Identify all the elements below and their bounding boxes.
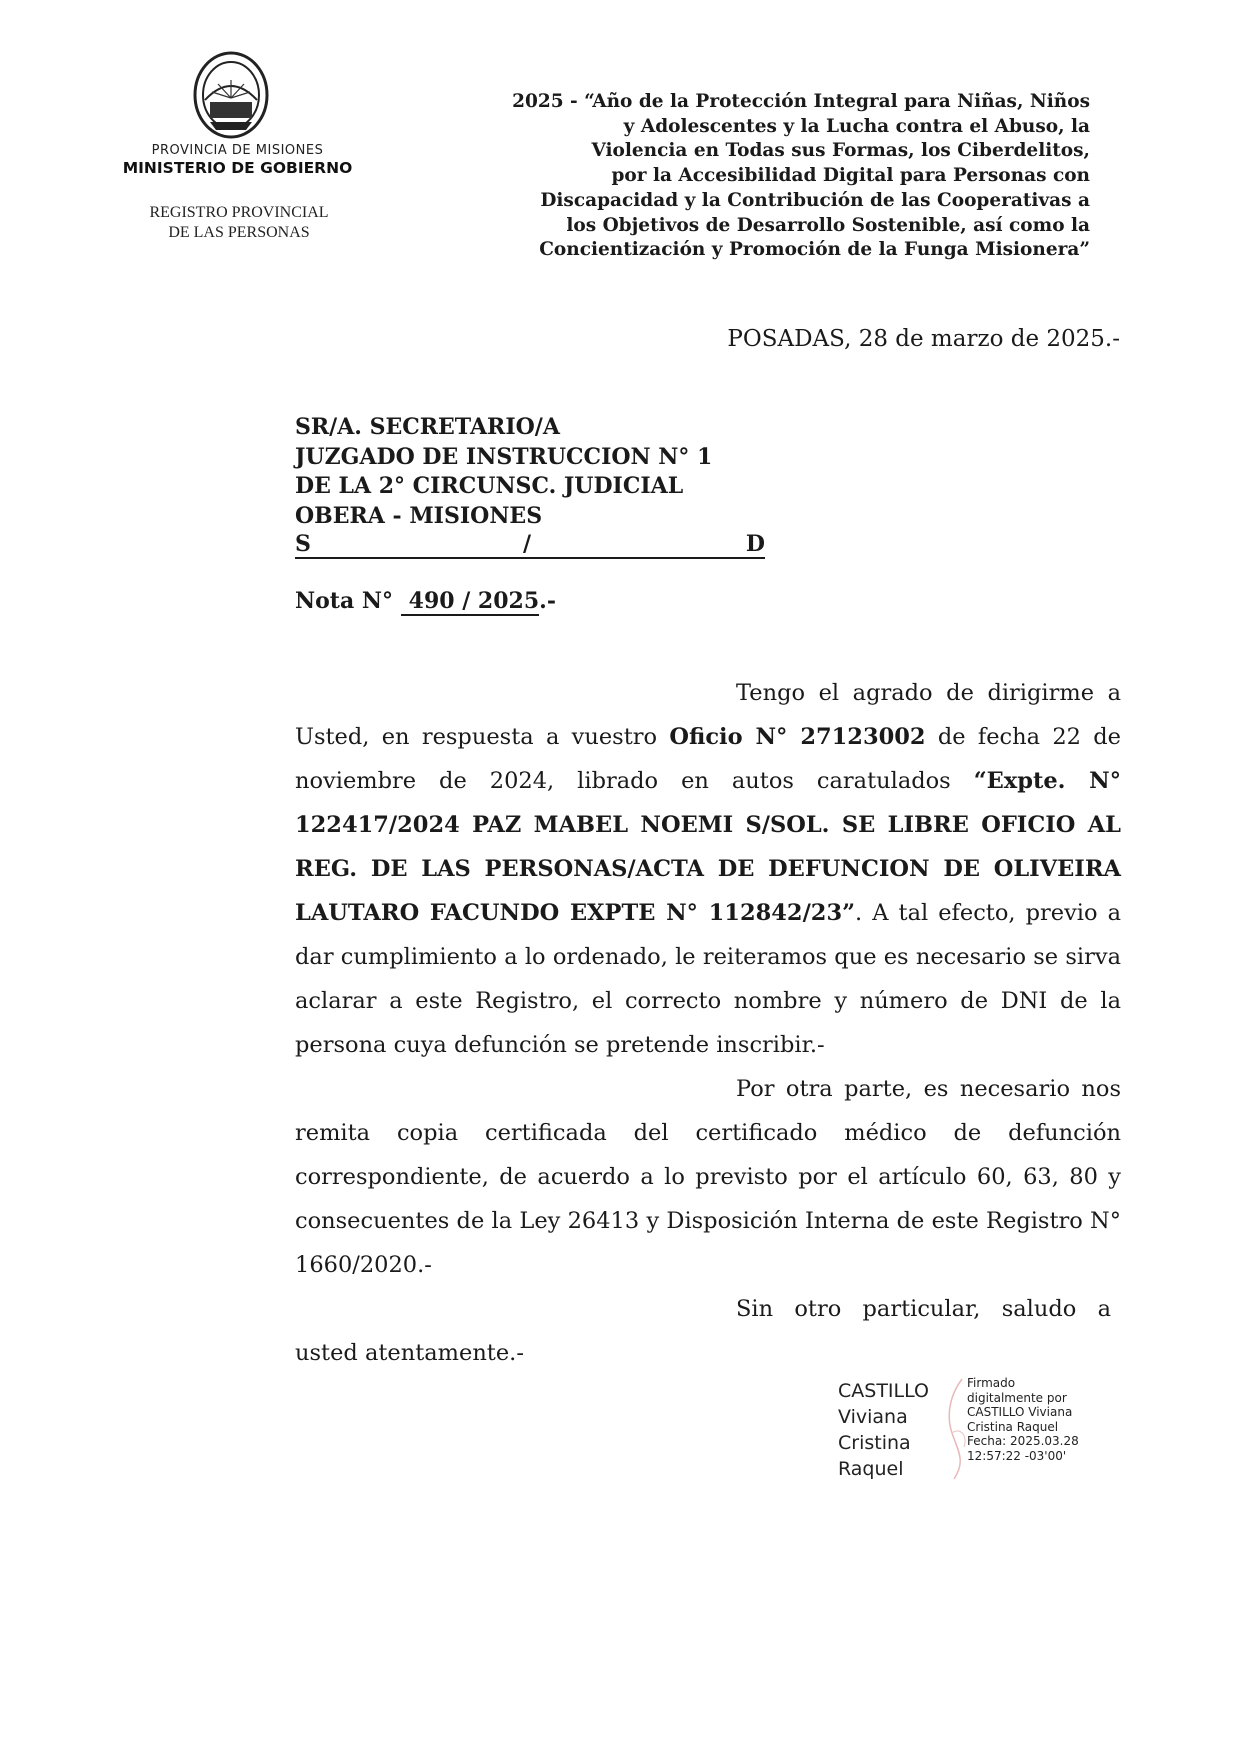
p1-oficio: Oficio N° 27123002: [669, 724, 926, 750]
signature-meta-line: 12:57:22 -03'00': [967, 1448, 1067, 1463]
signature-meta-line: Cristina Raquel: [967, 1419, 1059, 1434]
paragraph-2: Por otra parte, es necesario nos remita copia certificada del certificado médico de defunción correspondiente, de acuerdo a lo previsto por el artículo 60, 63, 80 y consecuentes de la Ley 26413 y Disposición Interna de este Registro N° 1660/2020.-: [295, 1076, 1121, 1278]
note-suffix: .-: [539, 588, 556, 614]
sd-line: [295, 531, 765, 559]
year-motto: [450, 90, 1090, 263]
signer-name-line: Raquel: [838, 1458, 904, 1480]
addressee-line: DE LA 2° CIRCUNSC. JUDICIAL: [295, 473, 684, 499]
motto-line: los Objetivos de Desarrollo Sostenible, así como la: [566, 214, 1090, 236]
addressee-line: OBERA - MISIONES: [295, 502, 543, 529]
addressee-block: [295, 413, 712, 531]
addressee-line: SR/A. SECRETARIO/A: [295, 414, 560, 440]
p1-text-c: de fecha 22 de noviembre de 2024, librado en autos caratulados: [295, 724, 1121, 794]
ministry-name: MINISTERIO DE GOBIERNO: [122, 159, 353, 177]
sd-slash: /: [523, 531, 532, 557]
signature-meta-line: Firmado: [967, 1376, 1016, 1390]
signer-name: [838, 1378, 929, 1482]
paragraph-3: Sin otro particular, saludo a usted atentamente.-: [295, 1296, 1111, 1366]
registry-name-line2: DE LAS PERSONAS: [168, 224, 310, 241]
signer-name-line: Cristina: [838, 1432, 911, 1454]
p1-expediente: “Expte. N° 122417/2024 PAZ MABEL NOEMI S/SOL. SE LIBRE OFICIO AL REG. DE LAS PERSONAS/ACTA DE DEFUNCION DE OLIVEIRA LAUTARO FACUNDO EXPTE N° 112842/23”: [295, 768, 1121, 926]
signature-meta-line: Fecha: 2025.03.28: [967, 1434, 1079, 1449]
note-number: [295, 588, 556, 616]
signature-meta-line: digitalmente por: [967, 1390, 1067, 1405]
signature-metadata: [967, 1376, 1079, 1464]
registry-name-line1: REGISTRO PROVINCIAL: [149, 204, 329, 221]
sd-s: S: [295, 531, 311, 557]
motto-line: y Adolescentes y la Lucha contra el Abuso, la: [623, 115, 1090, 137]
addressee-line: JUZGADO DE INSTRUCCION N° 1: [295, 443, 713, 470]
letter-body: [295, 671, 1121, 1375]
signer-name-line: Viviana: [838, 1406, 908, 1428]
signature-meta-line: CASTILLO Viviana: [967, 1405, 1073, 1420]
motto-line: Violencia en Todas sus Formas, los Ciberdelitos,: [591, 140, 1090, 162]
province-name: PROVINCIA DE MISIONES: [151, 143, 324, 158]
province-seal-logo: [190, 50, 272, 140]
signer-name-line: CASTILLO: [838, 1380, 929, 1402]
motto-line: por la Accesibilidad Digital para Personas con: [611, 165, 1090, 187]
note-label: Nota N°: [295, 588, 393, 614]
p1-text-a: Tengo el agrado de dirigirme a Usted, en respuesta a vuestro: [295, 680, 1121, 750]
sd-d: D: [745, 531, 765, 557]
note-number-value: 490 / 2025: [401, 588, 540, 616]
motto-line: Discapacidad y la Contribución de las Cooperativas a: [540, 189, 1090, 211]
date-line: POSADAS, 28 de marzo de 2025.-: [727, 326, 1120, 352]
paragraph-1: [295, 671, 1121, 1067]
motto-line: Concientización y Promoción de la Funga Misionera”: [539, 239, 1090, 261]
p1-text-e: . A tal efecto, previo a dar cumplimiento a lo ordenado, le reiteramos que es necesario se sirva aclarar a este Registro, el correcto nombre y número de DNI de la persona cuya defunción se pretende inscribir.-: [295, 900, 1121, 1058]
motto-line: 2025 - “Año de la Protección Integral para Niñas, Niños: [512, 91, 1090, 112]
